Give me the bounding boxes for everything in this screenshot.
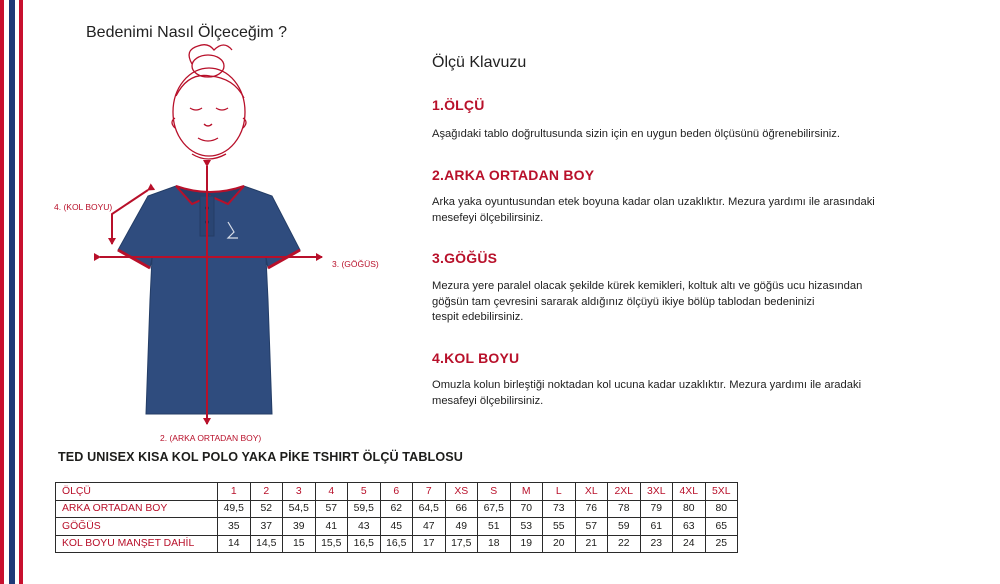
measurement-figure [0, 0, 430, 450]
section-heading-kol-boyu: 4.KOL BOYU [432, 350, 520, 366]
page-title: Bedenimi Nasıl Ölçeceğim ? [86, 24, 287, 41]
size-header-cell: 4XL [673, 483, 706, 501]
size-table-title: TED UNISEX KISA KOL POLO YAKA PİKE TSHIRT ÖLÇÜ TABLOSU [58, 450, 463, 464]
section-text-kol-boyu [432, 378, 977, 409]
table-cell: 41 [315, 518, 348, 536]
table-cell: 59,5 [348, 500, 381, 518]
table-cell: 78 [608, 500, 641, 518]
section-text-olcu [432, 127, 977, 143]
table-cell: 23 [640, 535, 673, 553]
polo-shirt-image [118, 186, 300, 414]
table-row [56, 535, 738, 553]
table-cell: 20 [543, 535, 576, 553]
size-header-cell: 5 [348, 483, 381, 501]
table-cell: 57 [575, 518, 608, 536]
section-text-arka-ortadan-boy [432, 195, 977, 226]
size-header-cell: 3XL [640, 483, 673, 501]
table-cell: 45 [380, 518, 413, 536]
section-heading-olcu: 1.ÖLÇÜ [432, 97, 485, 113]
table-cell: 17 [413, 535, 446, 553]
table-cell: 66 [445, 500, 478, 518]
table-cell: 25 [705, 535, 738, 553]
row-label: KOL BOYU MANŞET DAHİL [56, 535, 218, 553]
table-cell: 59 [608, 518, 641, 536]
table-cell: 80 [705, 500, 738, 518]
table-cell: 19 [510, 535, 543, 553]
table-cell: 24 [673, 535, 706, 553]
row-label: GÖĞÜS [56, 518, 218, 536]
section-heading-arka-ortadan-boy: 2.ARKA ORTADAN BOY [432, 167, 595, 183]
table-cell: 54,5 [283, 500, 316, 518]
table-cell: 14 [218, 535, 251, 553]
head-line-art [172, 45, 246, 159]
size-header-cell: S [478, 483, 511, 501]
text-line: tespit edebilirsiniz. [432, 311, 524, 323]
annotation-gogus: 3. (GÖĞÜS) [332, 259, 379, 269]
table-cell: 53 [510, 518, 543, 536]
size-header-cell: M [510, 483, 543, 501]
table-row [56, 500, 738, 518]
table-cell: 15,5 [315, 535, 348, 553]
size-header-cell: XS [445, 483, 478, 501]
table-cell: 35 [218, 518, 251, 536]
table-cell: 39 [283, 518, 316, 536]
table-cell: 64,5 [413, 500, 446, 518]
text-line: Aşağıdaki tablo doğrultusunda sizin için en uygun beden ölçüsünü öğrenebilirsiniz. [432, 128, 840, 140]
table-cell: 57 [315, 500, 348, 518]
table-cell: 61 [640, 518, 673, 536]
size-header-cell: 7 [413, 483, 446, 501]
table-cell: 16,5 [380, 535, 413, 553]
table-row [56, 518, 738, 536]
table-cell: 49,5 [218, 500, 251, 518]
size-header-cell: 2XL [608, 483, 641, 501]
size-table [55, 482, 738, 553]
table-cell: 80 [673, 500, 706, 518]
table-cell: 51 [478, 518, 511, 536]
table-header-row [56, 483, 738, 501]
guide-title: Ölçü Klavuzu [432, 54, 527, 71]
table-cell: 47 [413, 518, 446, 536]
table-cell: 37 [250, 518, 283, 536]
table-cell: 55 [543, 518, 576, 536]
text-line: Mezura yere paralel olacak şekilde kürek kemikleri, koltuk altı ve göğüs ucu hizasından [432, 280, 863, 292]
size-header-cell: L [543, 483, 576, 501]
section-text-gogus [432, 279, 977, 326]
text-line: Omuzla kolun birleştiği noktadan kol ucuna kadar uzaklıktır. Mezura yardımı ile aradaki [432, 379, 862, 391]
table-cell: 18 [478, 535, 511, 553]
size-header-cell: 4 [315, 483, 348, 501]
size-header-cell: 1 [218, 483, 251, 501]
table-cell: 70 [510, 500, 543, 518]
annotation-arka-ortadan-boy: 2. (ARKA ORTADAN BOY) [160, 433, 262, 443]
table-cell: 65 [705, 518, 738, 536]
table-cell: 52 [250, 500, 283, 518]
table-cell: 16,5 [348, 535, 381, 553]
section-heading-gogus: 3.GÖĞÜS [432, 250, 498, 266]
table-cell: 14,5 [250, 535, 283, 553]
text-line: mesafeyi ölçebilirsiniz. [432, 394, 544, 407]
table-cell: 17,5 [445, 535, 478, 553]
size-header-cell: 6 [380, 483, 413, 501]
table-cell: 67,5 [478, 500, 511, 518]
size-header-cell: 5XL [705, 483, 738, 501]
row-label: ARKA ORTADAN BOY [56, 500, 218, 518]
text-line: mesefeyi ölçebilirsiniz. [432, 211, 544, 224]
table-cell: 79 [640, 500, 673, 518]
table-header-label: ÖLÇÜ [56, 483, 218, 501]
table-cell: 43 [348, 518, 381, 536]
table-cell: 49 [445, 518, 478, 536]
text-line: Arka yaka oyuntusundan etek boyuna kadar olan uzaklıktır. Mezura yardımı ile arasındaki [432, 196, 875, 208]
table-cell: 73 [543, 500, 576, 518]
table-cell: 22 [608, 535, 641, 553]
table-cell: 76 [575, 500, 608, 518]
table-cell: 21 [575, 535, 608, 553]
size-header-cell: 2 [250, 483, 283, 501]
table-cell: 62 [380, 500, 413, 518]
table-cell: 63 [673, 518, 706, 536]
text-line: göğsün tam çevresini sararak aldığınız ölçüyü ikiye bölüp tablodan bedeninizi [432, 295, 815, 308]
size-header-cell: XL [575, 483, 608, 501]
annotation-kol-boyu: 4. (KOL BOYU) [54, 202, 113, 212]
size-header-cell: 3 [283, 483, 316, 501]
table-cell: 15 [283, 535, 316, 553]
